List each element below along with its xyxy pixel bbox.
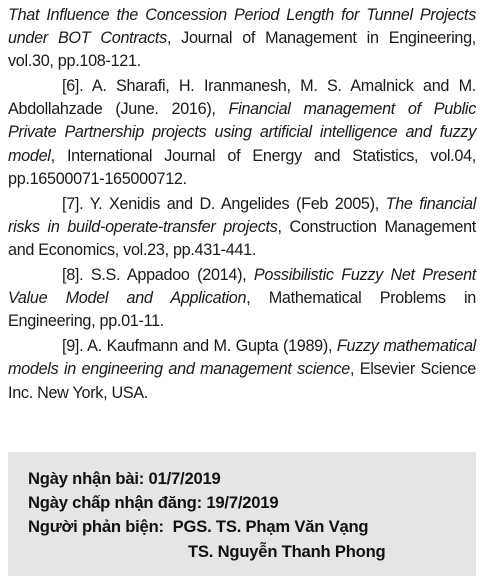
reference-source: Journal of Management in Engineering, vol.30, pp.108-121. (8, 29, 476, 71)
reviewer-label: Người phản biện: (28, 517, 164, 537)
reference-item (8, 193, 476, 262)
reviewer-line (28, 515, 385, 539)
reference-item (8, 75, 476, 190)
reference-source: Construction Management and Economics, vol.23, pp.431-441. (8, 217, 476, 259)
reference-separator: , (277, 217, 290, 236)
reference-source: Elsevier Science Inc. New York, USA. (8, 360, 476, 402)
reviewer-name: TS. Nguyễn Thanh Phong (188, 541, 386, 561)
reference-authors: [9]. A. Kaufmann and M. Gupta (1989), (62, 337, 337, 356)
reference-source: Mathematical Problems in Engineering, pp.01-11. (8, 289, 476, 331)
reference-separator: , (349, 360, 360, 379)
reference-title: Financial management of Public Private Partnership projects using artificial intelligence and fuzzy model (8, 100, 476, 165)
accepted-date: Ngày chấp nhận đăng: 19/7/2019 (28, 493, 279, 513)
reference-authors: [6]. A. Sharafi, H. Iranmanesh, M. S. Amalnick and M. Abdollahzade (June. 2016), (8, 77, 476, 119)
reference-separator: , (166, 29, 182, 48)
reference-separator: , (50, 146, 67, 165)
reviewer-name: PGS. TS. Phạm Văn Vạng (172, 517, 369, 537)
reference-source: International Journal of Energy and Statistics, vol.04, pp.16500071-165000712. (8, 146, 476, 188)
reference-title: That Influence the Concession Period Length for Tunnel Projects under BOT Contracts (8, 6, 476, 48)
reference-separator: , (246, 289, 269, 308)
reference-title: Possibilistic Fuzzy Net Present Value Model and Application (8, 266, 476, 308)
reference-title: The financial risks in build-operate-transfer projects (8, 194, 476, 236)
reference-authors: [8]. S.S. Appadoo (2014), (62, 266, 254, 285)
reference-authors: [7]. Y. Xenidis and D. Angelides (Feb 2005), (62, 194, 386, 213)
article-info-box (8, 452, 476, 576)
reference-list (8, 4, 476, 405)
reference-item (8, 335, 476, 404)
reference-title: Fuzzy mathematical models in engineering and management science (8, 337, 476, 379)
reference-item (8, 264, 476, 333)
received-date: Ngày nhận bài: 01/7/2019 (28, 469, 221, 488)
article-info-text (28, 467, 385, 564)
reference-item (8, 4, 476, 73)
